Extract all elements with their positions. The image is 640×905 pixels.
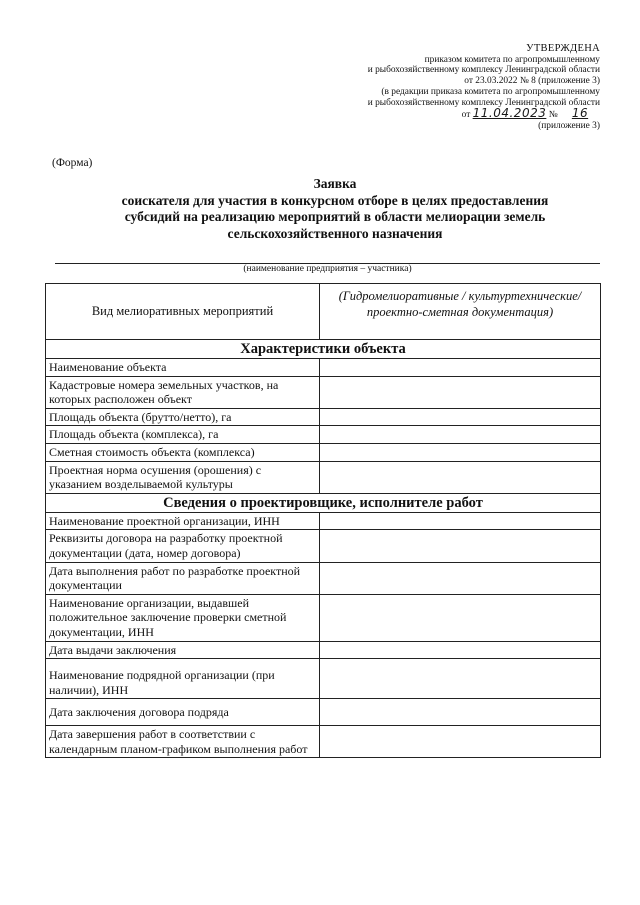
row-value-cell[interactable] bbox=[320, 659, 601, 699]
form-label: (Форма) bbox=[52, 157, 93, 169]
row-label: Площадь объекта (комплекса), га bbox=[46, 426, 320, 444]
number-prefix: № bbox=[548, 110, 558, 121]
row-label: Дата выдачи заключения bbox=[46, 641, 320, 659]
row-value-cell[interactable] bbox=[320, 376, 601, 408]
application-table bbox=[45, 283, 601, 758]
row-label: Наименование организации, выдавшей положительное заключение проверки сметной документации, ИНН bbox=[46, 594, 320, 641]
approval-line: от 23.03.2022 № 8 (приложение 3) bbox=[464, 76, 600, 87]
approval-block bbox=[300, 44, 600, 132]
row-value-cell[interactable] bbox=[320, 726, 601, 758]
row-label: Площадь объекта (брутто/нетто), га bbox=[46, 408, 320, 426]
approval-date-line bbox=[300, 108, 600, 121]
approval-line: (в редакции приказа комитета по агропромышленному bbox=[381, 86, 600, 97]
approval-appendix: (приложение 3) bbox=[538, 120, 600, 131]
table-row bbox=[46, 659, 601, 699]
row-label: Наименование подрядной организации (при наличии), ИНН bbox=[46, 659, 320, 699]
handwritten-number: 16 bbox=[571, 106, 589, 121]
approval-line: и рыбохозяйственному комплексу Ленинградской области bbox=[367, 65, 600, 76]
row-label: Кадастровые номера земельных участков, на которых расположен объект bbox=[46, 376, 320, 408]
table-row bbox=[46, 443, 601, 461]
table-row bbox=[46, 408, 601, 426]
row-value-cell[interactable] bbox=[320, 426, 601, 444]
row-value-cell[interactable] bbox=[320, 512, 601, 530]
table-row bbox=[46, 461, 601, 493]
row-value-cell[interactable] bbox=[320, 699, 601, 726]
table-row bbox=[46, 594, 601, 641]
section-heading-object: Характеристики объекта bbox=[46, 340, 601, 359]
table-row bbox=[46, 376, 601, 408]
row-value-cell[interactable] bbox=[320, 641, 601, 659]
table-row bbox=[46, 359, 601, 377]
row-value-cell[interactable] bbox=[320, 461, 601, 493]
title-line: сельскохозяйственного назначения bbox=[227, 225, 443, 241]
row-value-cell[interactable] bbox=[320, 443, 601, 461]
type-row bbox=[46, 284, 601, 340]
row-label: Сметная стоимость объекта (комплекса) bbox=[46, 443, 320, 461]
title-line: соискателя для участия в конкурсном отборе в целях предоставления bbox=[121, 192, 549, 208]
table-row bbox=[46, 699, 601, 726]
approval-heading: УТВЕРЖДЕНА bbox=[526, 43, 600, 54]
title-line: субсидий на реализацию мероприятий в области мелиорации земель bbox=[124, 209, 546, 224]
row-label: Дата завершения работ в соответствии с календарным планом-графиком выполнения работ bbox=[46, 726, 320, 758]
row-value-cell[interactable] bbox=[320, 594, 601, 641]
date-prefix: от bbox=[461, 110, 471, 121]
row-label: Наименование проектной организации, ИНН bbox=[46, 512, 320, 530]
row-label: Дата выполнения работ по разработке проектной документации bbox=[46, 562, 320, 594]
title-line: Заявка bbox=[313, 176, 357, 191]
section-row bbox=[46, 493, 601, 512]
row-value-cell[interactable] bbox=[320, 562, 601, 594]
table-row bbox=[46, 426, 601, 444]
approval-line: приказом комитета по агропромышленному bbox=[424, 54, 600, 65]
type-value: (Гидромелиоративные / культуртехнические/проектно-сметная документация) bbox=[320, 284, 601, 340]
table-row bbox=[46, 726, 601, 758]
handwritten-date: 11.04.2023 bbox=[472, 106, 547, 121]
table-row bbox=[46, 512, 601, 530]
row-label: Реквизиты договора на разработку проектной документации (дата, номер договора) bbox=[46, 530, 320, 562]
section-row bbox=[46, 340, 601, 359]
row-label: Проектная норма осушения (орошения) с указанием возделываемой культуры bbox=[46, 461, 320, 493]
applicant-caption: (наименование предприятия – участника) bbox=[243, 264, 412, 274]
row-value-cell[interactable] bbox=[320, 530, 601, 562]
table-row bbox=[46, 530, 601, 562]
row-label: Наименование объекта bbox=[46, 359, 320, 377]
type-label: Вид мелиоративных мероприятий bbox=[46, 284, 320, 340]
section-heading-contractor: Сведения о проектировщике, исполнителе работ bbox=[46, 493, 601, 512]
row-value-cell[interactable] bbox=[320, 359, 601, 377]
row-label: Дата заключения договора подряда bbox=[46, 699, 320, 726]
table-row bbox=[46, 562, 601, 594]
approval-line: и рыбохозяйственному комплексу Ленинградской области bbox=[367, 97, 600, 108]
document-title bbox=[60, 176, 610, 242]
table-row bbox=[46, 641, 601, 659]
row-value-cell[interactable] bbox=[320, 408, 601, 426]
